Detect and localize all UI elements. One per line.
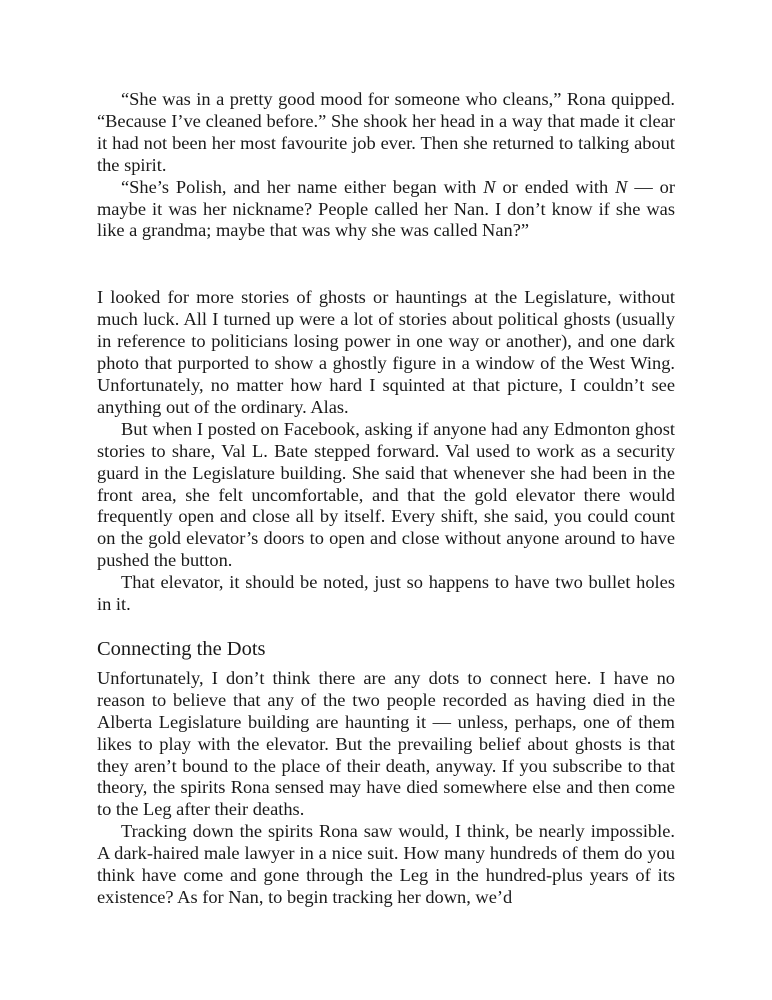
nan-text-middle: or ended with: [495, 176, 616, 197]
book-page: [97, 89, 675, 909]
paragraph-rona-quip: “She was in a pretty good mood for someone who cleans,” Rona quipped. “Because I’ve cleaned before.” She shook her head in a way that made it clear it had not been her most favourite job ever. Then she returned to talking about the spirit.: [97, 89, 675, 175]
paragraph-nan-description: [97, 177, 675, 243]
paragraph-more-stories: I looked for more stories of ghosts or hauntings at the Legislature, without much luck. All I turned up were a lot of stories about political ghosts (usually in reference to politicians losing power in one way or another), and one dark photo that purported to show a ghostly figure in a window of the West Wing. Unfortunately, no matter how hard I squinted at that picture, I couldn’t see anything out of the ordinary. Alas.: [97, 287, 675, 417]
nan-letter-n-1: N: [483, 176, 496, 197]
paragraph-bullet-holes: That elevator, it should be noted, just so happens to have two bullet holes in it.: [97, 572, 675, 615]
nan-text-before: “She’s Polish, and her name either began with: [121, 176, 484, 197]
section-heading: Connecting the Dots: [97, 637, 266, 660]
paragraph-no-dots: Unfortunately, I don’t think there are any dots to connect here. I have no reason to believe that any of the two people recorded as having died in the Alberta Legislature building are haunting it — unless, perhaps, one of them likes to play with the elevator. But the prevailing belief about ghosts is that they aren’t bound to the place of their death, anyway. If you subscribe to that theory, the spirits Rona sensed may have died somewhere else and then come to the Leg after their deaths.: [97, 667, 675, 820]
paragraph-tracking-spirits: Tracking down the spirits Rona saw would, I think, be nearly impossible. A dark-haired male lawyer in a nice suit. How many hundreds of them do you think have come and gone through the Leg in the hundred-plus years of its existence? As for Nan, to begin tracking her down, we’d: [97, 821, 675, 907]
paragraph-val-bate: But when I posted on Facebook, asking if anyone had any Edmonton ghost stories to share, Val L. Bate stepped forward. Val used to work as a security guard in the Legislature building. She said that whenever she had been in the front area, she felt uncomfortable, and that the gold elevator there would frequently open and close all by itself. Every shift, she said, you could count on the gold elevator’s doors to open and close without anyone around to have pushed the button.: [97, 418, 675, 571]
nan-letter-n-2: N: [615, 176, 628, 197]
nan-text-after: — or maybe it was her nickname? People called her Nan. I don’t know if she was like a grandma; maybe that was why she was called Nan?”: [97, 176, 675, 241]
